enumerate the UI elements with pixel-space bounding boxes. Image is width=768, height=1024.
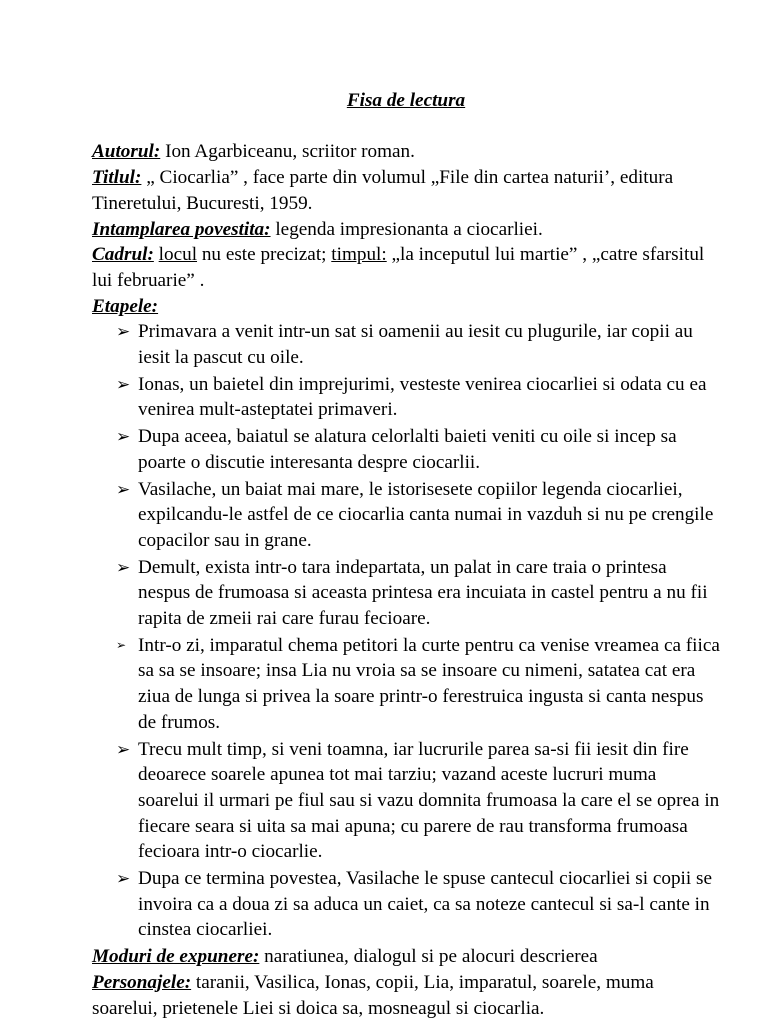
modes-line (92, 944, 720, 970)
stages-heading (92, 294, 720, 320)
arrow-bullet-icon: ➢ (116, 479, 131, 499)
stages-label: Etapele: (92, 295, 159, 317)
list-item-text: Intr-o zi, imparatul chema petitori la curte pentru ca venise vreamea ca fiica sa sa se insoare; insa Lia nu vroia sa se insoare cu nimeni, satatea cat era ziua de lunga si privea la soare printr-o ferestruica ingusta si canta nespus de frumos. (138, 634, 720, 733)
arrow-bullet-icon: ➢ (116, 322, 131, 342)
list-item (92, 477, 720, 554)
list-item (92, 319, 720, 370)
arrow-bullet-icon: ➢ (116, 739, 131, 759)
modes-text: naratiunea, dialogul si pe alocuri descrierea (259, 946, 598, 968)
arrow-bullet-icon: ➢ (116, 869, 131, 889)
time-label: timpul: (331, 244, 387, 266)
place-text: nu este precizat; (197, 244, 332, 266)
author-text: Ion Agarbiceanu, scriitor roman. (160, 141, 415, 163)
work-title-line (92, 165, 720, 216)
event-line (92, 217, 720, 243)
arrow-bullet-icon: ➢ (116, 427, 131, 447)
list-item-text: Vasilache, un baiat mai mare, le istorisesete copiilor legenda ciocarliei, expilcandu-le astfel de ce ciocarlia canta numai in vazduh si nu pe crengile copacilor sau in grane. (138, 478, 714, 551)
author-label: Autorul: (92, 141, 161, 163)
list-item-text: Dupa aceea, baiatul se alatura celorlalti baieti veniti cu oile si incep sa poarte o discutie interesanta despre ciocarlii. (138, 426, 677, 473)
list-item (92, 555, 720, 632)
document-title: Fisa de lectura (346, 90, 466, 111)
list-item (92, 372, 720, 423)
modes-label: Moduri de expunere: (92, 946, 260, 968)
place-label: locul (158, 244, 198, 266)
arrow-bullet-icon: ➢ (116, 637, 127, 652)
work-title-label: Titlul: (92, 167, 142, 189)
arrow-bullet-icon: ➢ (116, 374, 131, 394)
setting-line (92, 242, 720, 293)
list-item-text: Trecu mult timp, si veni toamna, iar lucrurile parea sa-si fii iesit din fire deoarece soarele apunea tot mai tarziu; vazand aceste lucruri muma soarelui il urmari pe fiul sau si vazu domnita frumoasa la care el se oprea in fiecare seara si uita sa mai apuna; cu parere de rau transforma frumoasa fecioara intr-o ciocarlie. (138, 738, 720, 863)
list-item-text: Dupa ce termina povestea, Vasilache le spuse cantecul ciocarliei si copii se invoira ca a doua zi sa aduca un caiet, ca sa noteze cantecul si sa-l cante in cinstea ciocarliei. (138, 868, 712, 941)
list-item (92, 633, 720, 736)
list-item (92, 424, 720, 475)
list-item-text: Ionas, un baietel din imprejurimi, vesteste venirea ciocarliei si odata cu ea venirea mult-asteptatei primaveri. (138, 373, 707, 421)
list-item-text: Primavara a venit intr-un sat si oamenii au iesit cu plugurile, iar copii au iesit la pascut cu oile. (138, 321, 693, 369)
time-text: „la inceputul lui martie” , „catre sfarsitul lui februarie” . (92, 244, 705, 291)
author-line (92, 139, 720, 165)
characters-label: Personajele: (92, 971, 192, 993)
characters-text: taranii, Vasilica, Ionas, copii, Lia, imparatul, soarele, muma soarelui, prietenele Liei si doica sa, mosneagul si ciocarlia. (92, 971, 654, 1019)
work-title-text: „ Ciocarlia” , face parte din volumul „File din cartea naturii’, editura Tineretului, Bucuresti, 1959. (92, 167, 674, 214)
event-text: legenda impresionanta a ciocarliei. (270, 218, 543, 240)
list-item-text: Demult, exista intr-o tara indepartata, un palat in care traia o printesa nespus de frumoasa si aceasta printesa era incuiata in castel pentru a nu fii rapita de zmeii rai care furau fecioare. (138, 556, 708, 630)
event-label: Intamplarea povestita: (92, 218, 271, 240)
characters-line (92, 970, 720, 1021)
stages-list (92, 319, 720, 943)
setting-label: Cadrul: (92, 244, 154, 266)
arrow-bullet-icon: ➢ (116, 557, 131, 577)
list-item (92, 866, 720, 943)
list-item (92, 737, 720, 866)
document-page (92, 88, 720, 1021)
